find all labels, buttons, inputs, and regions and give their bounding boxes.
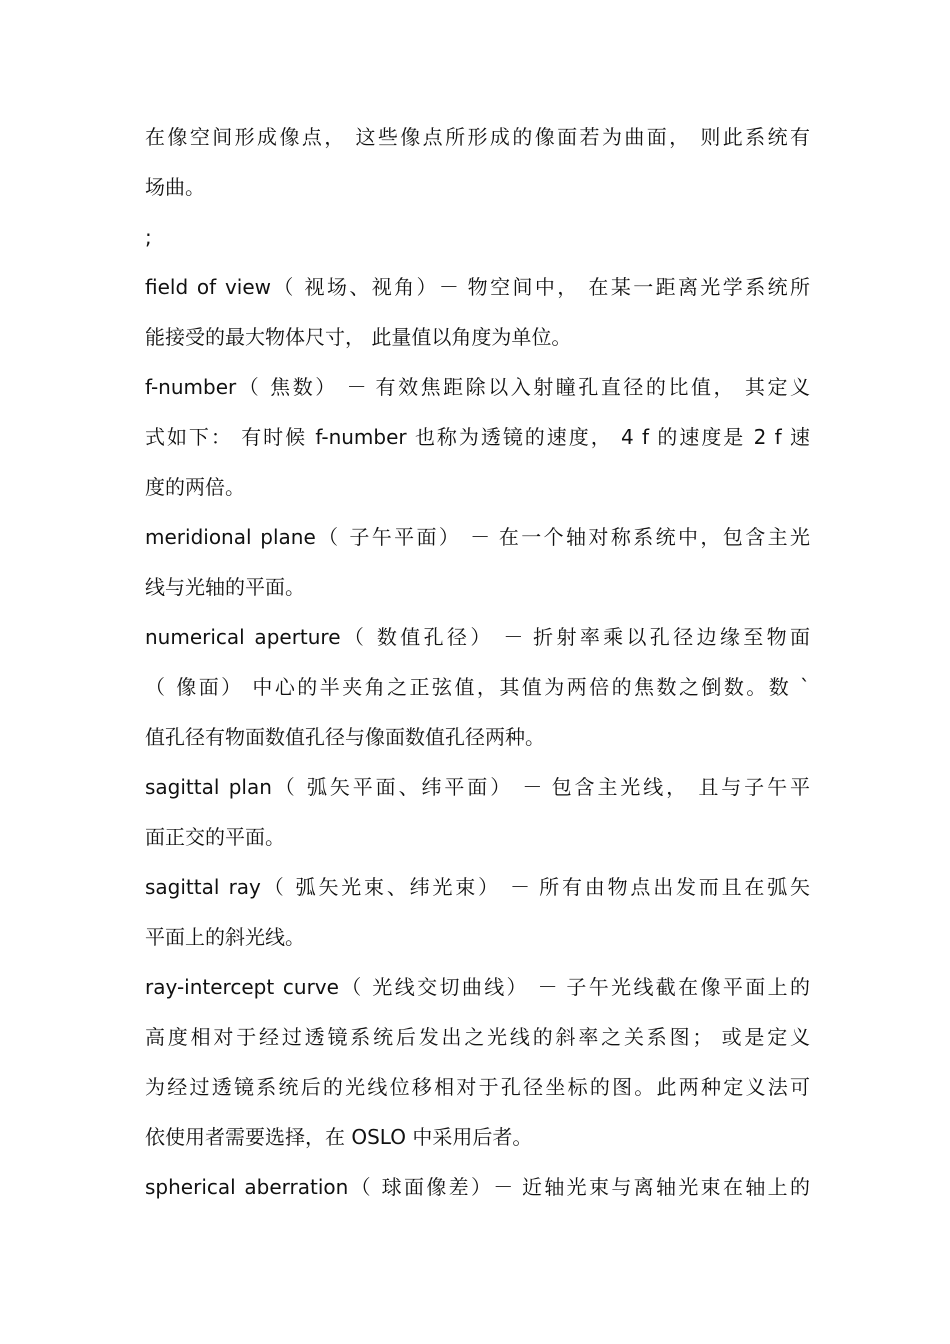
term-sagittal-ray: sagittal ray（ 弧矢光束、纬光束） － 所有由物点出发而且在弧矢 <box>145 875 810 899</box>
text-line: 场曲。 <box>145 175 205 199</box>
term-spherical-aberration: spherical aberration（ 球面像差）－ 近轴光束与离轴光束在轴上的 <box>145 1175 810 1199</box>
text-line: 平面上的斜光线。 <box>145 925 305 949</box>
text-line: 值孔径有物面数值孔径与像面数值孔径两种。 <box>145 725 545 749</box>
text-line: 线与光轴的平面。 <box>145 575 305 599</box>
text-line: 式如下： 有时候 f-number 也称为透镜的速度， 4 f 的速度是 2 f 速 <box>145 425 810 449</box>
text-line: 高度相对于经过透镜系统后发出之光线的斜率之关系图； 或是定义 <box>145 1025 810 1049</box>
text-line: 面正交的平面。 <box>145 825 285 849</box>
term-f-number: f-number（ 焦数） － 有效焦距除以入射瞳孔直径的比值， 其定义 <box>145 375 810 399</box>
text-line: 度的两倍。 <box>145 475 245 499</box>
text-line: 为经过透镜系统后的光线位移相对于孔径坐标的图。此两种定义法可 <box>145 1075 810 1099</box>
text-line: 在像空间形成像点， 这些像点所形成的像面若为曲面， 则此系统有 <box>145 125 810 149</box>
term-field-of-view: field of view（ 视场、视角）－ 物空间中， 在某一距离光学系统所 <box>145 275 810 299</box>
term-meridional-plane: meridional plane（ 子午平面） － 在一个轴对称系统中，包含主光 <box>145 525 810 549</box>
text-line: ; <box>145 225 152 249</box>
document-body <box>145 112 810 1212</box>
text-line: （ 像面） 中心的半夹角之正弦值，其值为两倍的焦数之倒数。数 ` <box>145 675 810 699</box>
text-line: 能接受的最大物体尺寸， 此量值以角度为单位。 <box>145 325 572 349</box>
term-sagittal-plan: sagittal plan（ 弧矢平面、纬平面） － 包含主光线， 且与子午平 <box>145 775 810 799</box>
text-line: 依使用者需要选择，在 OSLO 中采用后者。 <box>145 1125 533 1149</box>
term-ray-intercept-curve: ray-intercept curve（ 光线交切曲线） － 子午光线截在像平面上的 <box>145 975 810 999</box>
term-numerical-aperture: numerical aperture（ 数值孔径） － 折射率乘以孔径边缘至物面 <box>145 625 810 649</box>
